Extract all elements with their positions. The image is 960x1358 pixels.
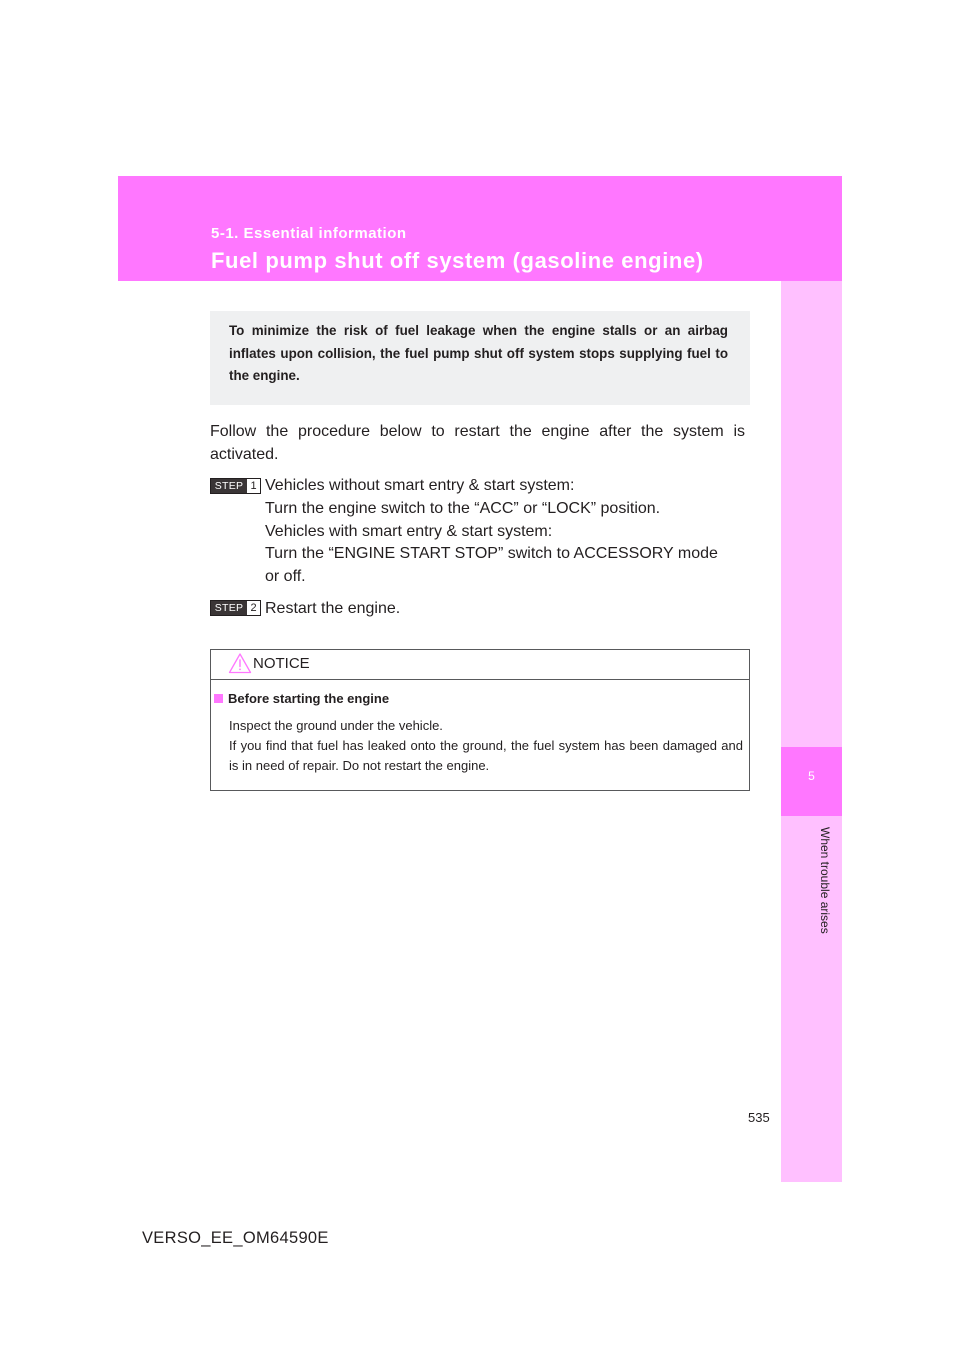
page-number: 535 [748,1110,770,1125]
step-1-line-2: Turn the engine switch to the “ACC” or “LOCK” position. [265,500,661,517]
step-number: 2 [250,602,257,614]
notice-body-line-2: If you find that fuel has leaked onto the ground, the fuel system has been damaged and is in need of repair. Do not restart the engine. [229,738,743,773]
step-1-line-5: or off. [265,568,306,585]
notice-box [210,649,750,791]
intro-paragraph: Follow the procedure below to restart the engine after the system is activated. [210,423,745,463]
notice-body [229,716,743,776]
bullet-square-icon [214,694,223,703]
step-1-line-1: Vehicles without smart entry & start system: [265,477,575,494]
notice-item-title [214,691,389,706]
notice-item-title-text: Before starting the engine [228,691,390,706]
step-2-badge [210,600,261,616]
section-label: 5-1. Essential information [211,225,407,242]
summary-box [210,311,750,405]
step-2-line-1: Restart the engine. [265,600,401,617]
page-title: Fuel pump shut off system (gasoline engine) [211,248,704,273]
warning-triangle-icon [228,652,252,674]
step-1-line-4: Turn the “ENGINE START STOP” switch to ACCESSORY mode [265,545,718,562]
chapter-title: When trouble arises [818,827,832,934]
step-1-badge [210,478,261,494]
page-header [118,176,842,281]
notice-label: NOTICE [253,655,310,672]
document-code: VERSO_EE_OM64590E [142,1229,329,1247]
step-word: STEP [211,479,247,493]
chapter-side-strip [781,281,842,1182]
step-number: 1 [250,480,257,492]
step-word: STEP [211,601,247,615]
summary-text: To minimize the risk of fuel leakage when the engine stalls or an airbag inflates upon collision, the fuel pump shut off system stops supplying fuel to the engine. [229,323,728,383]
notice-header [211,650,749,680]
chapter-tab[interactable] [781,747,842,816]
step-1-line-3: Vehicles with smart entry & start system: [265,523,553,540]
chapter-number: 5 [808,769,815,783]
notice-body-line-1: Inspect the ground under the vehicle. [229,718,443,733]
